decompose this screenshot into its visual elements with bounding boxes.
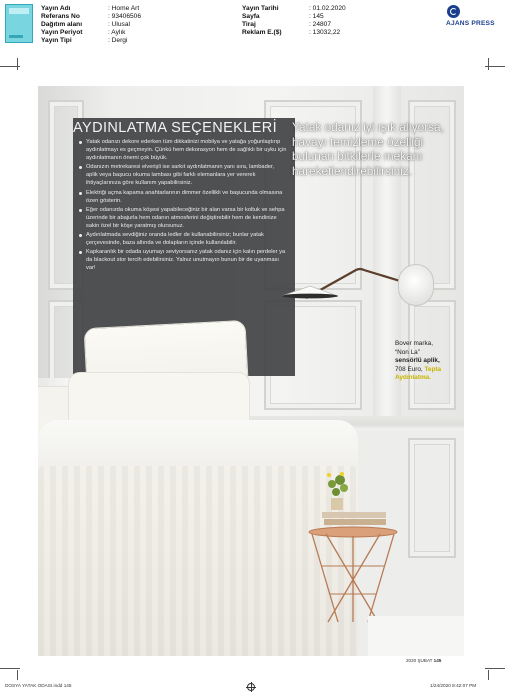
list-item: Aydınlatmada sevdiğiniz oranda ledler de kullanabilirsiniz; bunlar yatak çerçevesinde, baza altında ve dolapların içinde kullanılabilir. [79, 231, 287, 247]
info-value: : 24807 [309, 21, 331, 29]
info-row [41, 13, 141, 21]
crop-mark [488, 58, 489, 70]
pull-quote: Yatak odanız iyi ışık alıyorsa, havayı temizleme özelliği bulunan bitkilerle mekanı hareketlendirebilirsiniz. [292, 120, 444, 178]
product-caption [395, 340, 464, 383]
registration-mark-icon [247, 683, 255, 691]
list-item: Eğer odanızda okuma köşesi yapabileceğiniz bir alan varsa bir koltuk ve sehpa üzerinde bir abajurla hem odanın atmosferini değiştirebilir hem de kendinize sakin özel bir köşe yaratmış olursunuz. [79, 206, 287, 230]
file-slug: DOSYA YATAK ODASI.indd 145 [5, 683, 72, 688]
caption-line: Bover marka, [395, 340, 434, 347]
info-value: : 01.02.2020 [309, 5, 346, 12]
info-label: Dağıtım alanı [41, 21, 83, 29]
logo-text: AJANS PRESS [446, 20, 495, 27]
info-label: Reklam E.($) [242, 29, 282, 37]
wall-lamp-base [398, 264, 434, 306]
page-thumbnail[interactable] [5, 4, 33, 43]
info-row [242, 29, 346, 37]
list-item: Elektriği açma kapama anahtarlarının dimmer özellikli ve başucunda olmasına özen gösterin. [79, 189, 287, 205]
info-label: Yayın Periyot [41, 29, 83, 37]
info-value: : Ulusal [108, 21, 130, 29]
info-row [41, 5, 141, 13]
info-label: Tiraj [242, 21, 256, 29]
crop-mark [17, 58, 18, 70]
info-value: : 13032,22 [309, 29, 341, 37]
ajans-press-logo-icon [447, 5, 460, 18]
info-value: : Aylık [108, 29, 126, 37]
wall-panel [408, 438, 456, 558]
books-stack [322, 512, 388, 526]
copper-side-table [308, 526, 398, 626]
info-row [41, 37, 141, 45]
info-label: Sayfa [242, 13, 260, 21]
caption-line: sensörlü aplik, [395, 357, 440, 365]
publication-info-left [41, 5, 141, 45]
info-row [242, 13, 346, 21]
folio-date: 2020 ŞUBAT [406, 658, 434, 663]
info-label: Referans No [41, 13, 80, 21]
lamp-shade [280, 282, 340, 300]
info-row [41, 21, 141, 29]
caption-line: “Non La” [395, 348, 420, 356]
caption-price: 708 Euro, [395, 365, 425, 373]
info-value: : 145 [309, 13, 324, 21]
info-label: Yayın Tipi [41, 37, 72, 45]
info-label: Yayın Adı [41, 5, 71, 12]
caption-brand: Tepta Aydınlatma. [395, 365, 442, 382]
publication-info-right [242, 5, 346, 37]
folio-page: 145 [433, 658, 442, 663]
info-value: : Dergi [108, 37, 128, 45]
list-item: Kapkaranlık bir odada uyumayı seviyorsanız yatak odanız için kalın perdeler ya da blackout stor tercih edebilirsiniz. Yalnız unutmayın bunun bir de uyanması var! [79, 248, 287, 272]
info-row [242, 5, 346, 13]
info-row [41, 29, 141, 37]
list-item: Odanızın metrekaresi elverişli ise sarkıt aydınlatmanın yanı sıra, lambader, aplik veya başucu okuma lambası gibi farklı elemanlara yer vererek ihtiyaçlarınıza göre kullanım yapabilirsiniz. [79, 163, 287, 187]
article-title: AYDINLATMA SEÇENEKLERİ [73, 120, 278, 136]
magazine-photo [38, 86, 464, 656]
info-value: : Home Art [108, 5, 140, 12]
clipping-header [0, 0, 505, 52]
page-folio [406, 658, 441, 663]
list-item: Yatak odanızı dekore ederken tüm dikkatinizi mobilya ve yatağa yoğunlaştırıp aydınlatmayı es geçmeyin. Çünkü hem dekorasyon hem de sağlıklı bir uyku için aydınlatmanın önemi çok büyük. [79, 138, 287, 162]
info-row [242, 21, 346, 29]
potted-plant [324, 472, 350, 510]
floor-rug [368, 616, 464, 656]
crop-mark [17, 670, 18, 680]
tips-list [79, 138, 287, 274]
caption-line [395, 366, 464, 383]
info-value: : 93406506 [108, 13, 142, 21]
info-label: Yayın Tarihi [242, 5, 279, 12]
crop-mark [488, 670, 489, 680]
crop-mark [0, 668, 20, 669]
crop-mark [485, 668, 505, 669]
timestamp-slug: 1/24/2020 8:42:07 PM [430, 683, 477, 688]
